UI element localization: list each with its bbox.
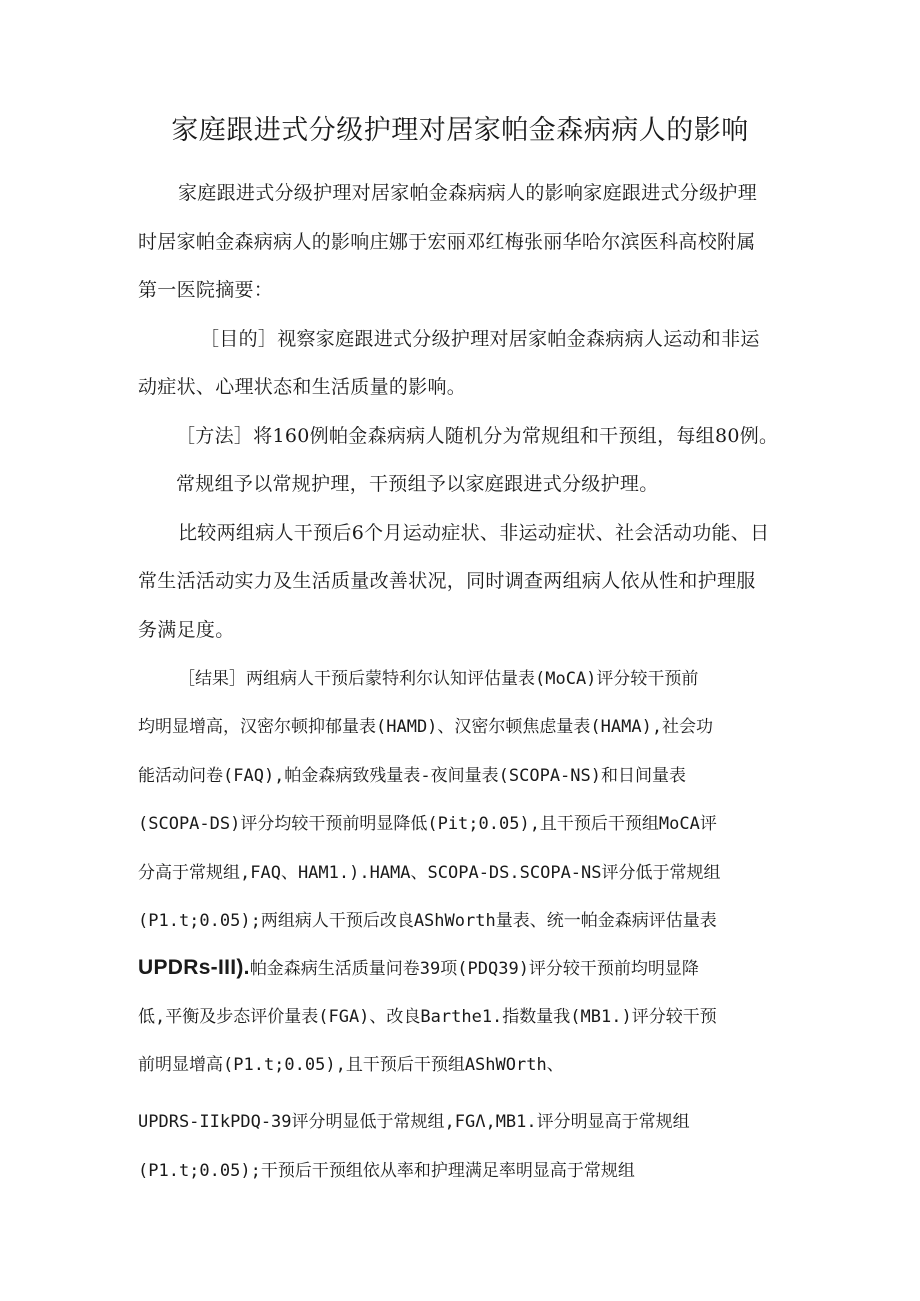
result-line-2: 均明显增高，汉密尔顿抑郁量表(HAMD)、汉密尔顿焦虑量表(HAMA),社会功	[138, 717, 714, 737]
result-line-5: 分高于常规组,FAQ、HAM1.).HAMA、SCOPA-DS.SCOPA-NS评分低于常规组	[138, 863, 721, 883]
result-line-7	[138, 956, 699, 981]
method-line-2: 常规组予以常规护理，干预组予以家庭跟进式分级护理。	[176, 473, 659, 495]
result-line-3: 能活动问卷(FAQ),帕金森病致残量表-夜间量表(SCOPA-NS)和日间量表	[138, 766, 686, 786]
updrs-label: UPDRs-III).	[138, 956, 250, 979]
objective-line-1: ［目的］视察家庭跟进式分级护理对居家帕金森病病人运动和非运	[200, 328, 760, 350]
result-line-1: ［结果］两组病人干预后蒙特利尔认知评估量表(MoCA)评分较干预前	[178, 669, 699, 689]
compare-line-2: 常生活活动实力及生活质量改善状况，同时调查两组病人依从性和护理服	[138, 570, 756, 592]
abstract-line-1: 家庭跟进式分级护理对居家帕金森病病人的影响家庭跟进式分级护理	[178, 182, 758, 204]
result-line-9: 前明显增高(P1.t;0.05),且干预后干预组AShWOrth、	[138, 1055, 564, 1075]
method-line-1: ［方法］将160例帕金森病病人随机分为常规组和干预组，每组80例。	[176, 425, 779, 447]
result-line-11: (P1.t;0.05);干预后干预组依从率和护理满足率明显高于常规组	[138, 1161, 635, 1181]
document-title: 家庭跟进式分级护理对居家帕金森病病人的影响	[171, 115, 749, 146]
result-line-10: UPDRS-IIkPDQ-39评分明显低于常规组,FGΛ,MB1.评分明显高于常规组	[138, 1112, 690, 1132]
compare-line-1: 比较两组病人干预后6个月运动症状、非运动症状、社会活动功能、日	[178, 522, 770, 544]
result-line-8: 低,平衡及步态评价量表(FGA)、改良Barthe1.指数量我(MB1.)评分较干预	[138, 1007, 717, 1027]
compare-line-3: 务满足度。	[138, 619, 235, 641]
abstract-line-2: 时居家帕金森病病人的影响庄娜于宏丽邓红梅张丽华哈尔滨医科高校附属	[138, 231, 756, 253]
objective-line-2: 动症状、心理状态和生活质量的影响。	[138, 376, 467, 398]
result-line-4: (SCOPA-DS)评分均较干预前明显降低(Pit;0.05),且干预后干预组MoCA评	[138, 814, 717, 834]
abstract-line-3: 第一医院摘要：	[138, 279, 274, 301]
result-line-6: (P1.t;0.05);两组病人干预后改良AShWorth量表、统一帕金森病评估量表	[138, 911, 717, 931]
result-line-7-text: 帕金森病生活质量问卷39项(PDQ39)评分较干预前均明显降	[249, 959, 699, 979]
